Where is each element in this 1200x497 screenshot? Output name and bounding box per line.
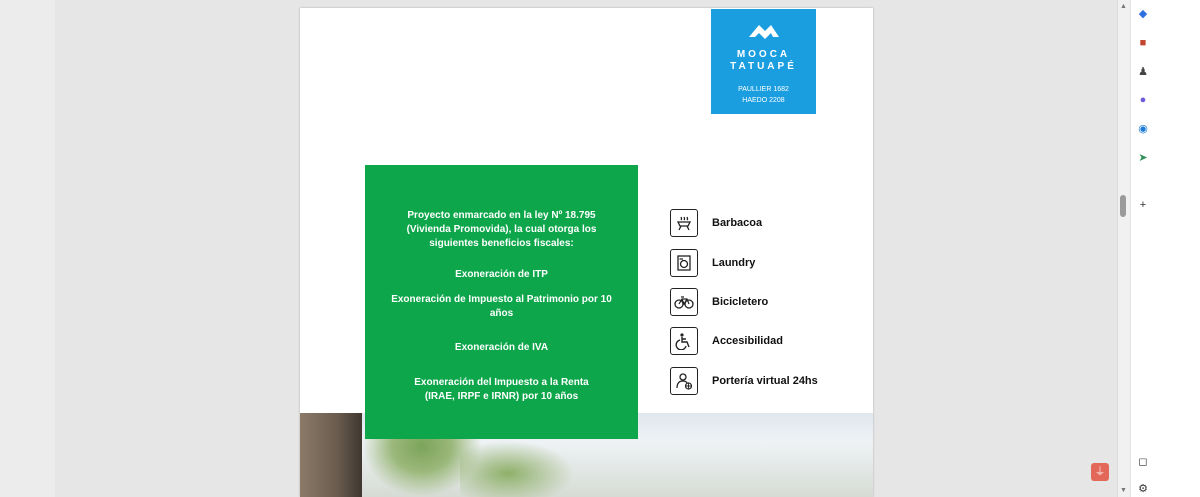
scroll-up-arrow-icon[interactable]: ▲: [1120, 3, 1127, 10]
photo-ivy: [460, 438, 580, 497]
scroll-down-arrow-icon[interactable]: ▼: [1120, 487, 1127, 494]
amenity-label: Portería virtual 24hs: [712, 375, 818, 387]
add-icon[interactable]: +: [1139, 199, 1147, 211]
amenity-label: Laundry: [712, 257, 756, 269]
benefit-item: Exoneración de Impuesto al Patrimonio por 10 años: [391, 294, 612, 319]
logo-line-2: TATUAPÉ: [730, 61, 797, 72]
settings-icon[interactable]: ⚙: [1138, 483, 1148, 495]
amenity-bicicletero: [670, 288, 870, 320]
grill-icon: [670, 209, 698, 237]
amenity-barbacoa: [670, 209, 870, 241]
logo-address-2: HAEDO 2208: [742, 97, 785, 104]
blue-diamond-icon[interactable]: ◆: [1138, 8, 1148, 20]
washing-machine-icon: [670, 249, 698, 277]
bicycle-icon: [670, 288, 698, 316]
amenity-accesibilidad: [670, 327, 870, 359]
wheelchair-icon: [670, 327, 698, 355]
amenity-laundry: [670, 249, 870, 281]
fiscal-benefits-panel: [365, 165, 638, 439]
vertical-scrollbar[interactable]: [1117, 0, 1130, 497]
pdf-icon[interactable]: ⏚: [1091, 463, 1109, 481]
benefit-item: Exoneración del Impuesto a la Renta (IRAE, IRPF e IRNR) por 10 años: [414, 377, 589, 402]
pdf-page: [300, 8, 873, 497]
benefit-item: Exoneración de IVA: [454, 342, 549, 353]
app-icon[interactable]: ●: [1139, 94, 1147, 106]
scrollbar-thumb[interactable]: [1120, 195, 1126, 217]
outlook-icon[interactable]: ◉: [1138, 123, 1148, 135]
amenity-label: Accesibilidad: [712, 335, 783, 347]
logo-line-1: MOOCA: [736, 49, 791, 60]
amenity-label: Bicicletero: [712, 296, 769, 308]
benefit-item: Exoneración de ITP: [455, 269, 548, 280]
chess-icon[interactable]: ♟: [1138, 66, 1148, 78]
amenity-label: Barbacoa: [712, 217, 763, 229]
doorman-icon: [670, 367, 698, 395]
photo-wall: [300, 413, 362, 497]
panel-toggle-icon[interactable]: ◻: [1138, 456, 1148, 468]
mooca-tatuape-logo: [711, 9, 816, 114]
logo-mark-icon: [747, 19, 781, 41]
fiscal-intro: Proyecto enmarcado en la ley Nº 18.795 (Vivienda Promovida), la cual otorga los siguientes beneficios fiscales:: [406, 210, 597, 249]
arrow-icon[interactable]: ➤: [1138, 152, 1148, 164]
logo-address-1: PAULLIER 1682: [738, 86, 789, 93]
amenity-porteria: [670, 367, 870, 399]
toolbox-icon[interactable]: ■: [1139, 37, 1147, 49]
